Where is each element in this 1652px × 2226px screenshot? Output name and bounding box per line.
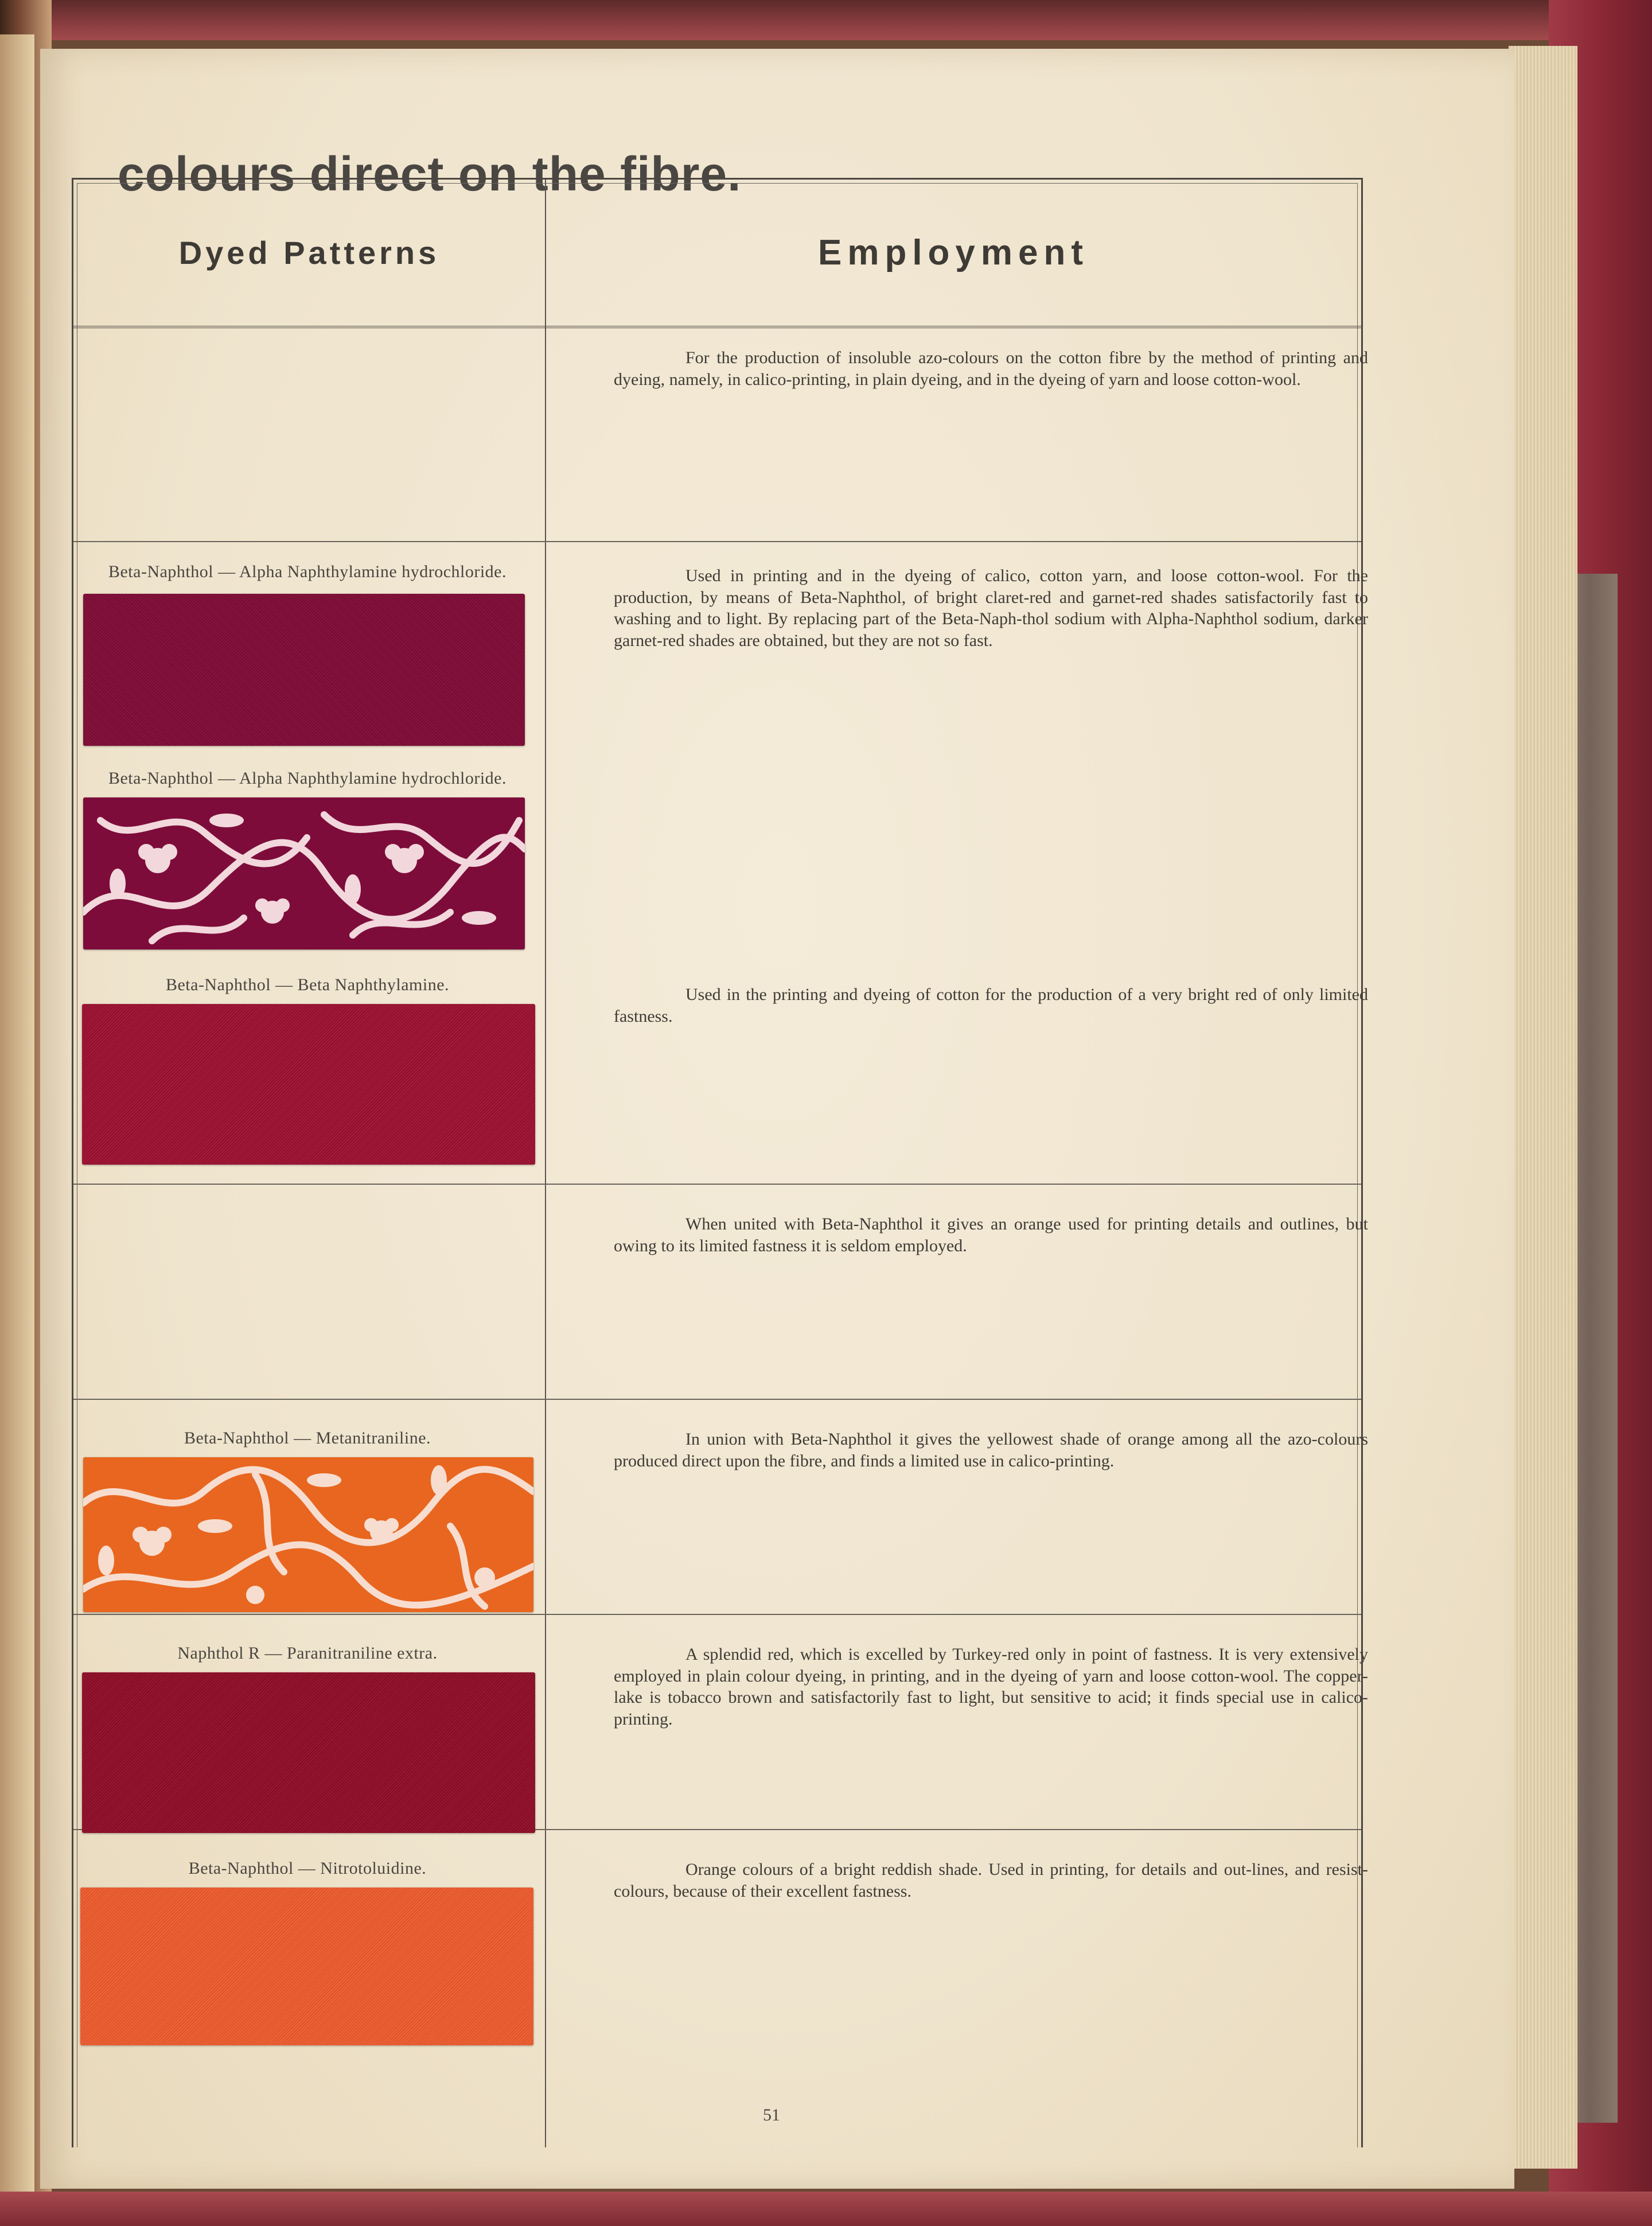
fabric-swatch	[82, 1004, 535, 1165]
floral-print-pattern	[83, 797, 525, 949]
sample-label: Beta-Naphthol — Nitrotoluidine.	[188, 1859, 427, 1878]
column-divider	[545, 180, 546, 2147]
row-rule	[73, 1399, 1361, 1400]
fabric-swatch	[82, 1672, 535, 1833]
book-cover-bottom	[0, 2192, 1652, 2226]
book-page	[40, 49, 1514, 2189]
printed-fabric-swatch	[83, 797, 525, 949]
employment-text: Used in the printing and dyeing of cotton for the production of a very bright red of only limited fastness.	[614, 985, 1368, 1026]
employment-text: When united with Beta-Naphthol it gives an orange used for printing details and outlines, but owing to its limited fastness it is seldom employed.	[614, 1215, 1368, 1255]
employment-text: In union with Beta-Naphthol it gives the yellowest shade of orange among all the azo-colours produced direct upon the fibre, and finds a limited use in calico-printing.	[614, 1430, 1368, 1470]
printed-fabric-swatch	[83, 1457, 533, 1612]
row-rule	[73, 541, 1361, 542]
employment-text: Orange colours of a bright reddish shade. Used in printing, for details and out-lines, and resist-colours, because of their excellent fastness.	[614, 1860, 1368, 1901]
floral-print-pattern	[83, 1457, 533, 1612]
employment-text: For the production of insoluble azo-colours on the cotton fibre by the method of printing and dyeing, namely, in calico-printing, in plain dyeing, and in the dyeing of yarn and loose cotton-wool.	[614, 348, 1368, 389]
sample-label: Naphthol R — Paranitraniline extra.	[177, 1644, 438, 1663]
header-rule	[73, 326, 1361, 328]
row-rule	[73, 1614, 1361, 1615]
row-rule	[73, 1184, 1361, 1185]
page-number: 51	[763, 2106, 780, 2124]
header-dyed-patterns: Dyed Patterns	[178, 235, 440, 271]
sample-label: Beta-Naphthol — Alpha Naphthylamine hydrochloride.	[108, 562, 506, 581]
page-block-edges	[1509, 46, 1577, 2169]
book-cover-top	[0, 0, 1652, 40]
header-employment: Employment	[817, 233, 1089, 273]
sample-label: Beta-Naphthol — Beta Naphthylamine.	[165, 975, 450, 994]
fabric-swatch	[80, 1888, 533, 2045]
sample-label: Beta-Naphthol — Metanitraniline.	[184, 1429, 431, 1447]
facing-page-edge	[0, 34, 34, 2192]
fabric-swatch	[83, 594, 525, 746]
page-heading: colours direct on the fibre.	[118, 147, 742, 201]
employment-text: Used in printing and in the dyeing of calico, cotton yarn, and loose cotton-wool. For the production, by means of Beta-Naphthol, of bright claret-red and garnet-red shades satisfactorily fast to washing and to light. By replacing part of the Beta-Naph-thol sodium with Alpha-Naphthol sodium, darker garnet-red shades are obtained, but they are not so fast.	[614, 566, 1368, 650]
employment-text: A splendid red, which is excelled by Turkey-red only in point of fastness. It is very extensively employed in plain colour dyeing, in printing, and in the dyeing of yarn and loose cotton-wool. The copper-lake is tobacco brown and satisfactorily fast to light, but sensitive to acid; it finds special use in calico-printing.	[614, 1645, 1368, 1729]
sample-label: Beta-Naphthol — Alpha Naphthylamine hydrochloride.	[108, 769, 506, 788]
